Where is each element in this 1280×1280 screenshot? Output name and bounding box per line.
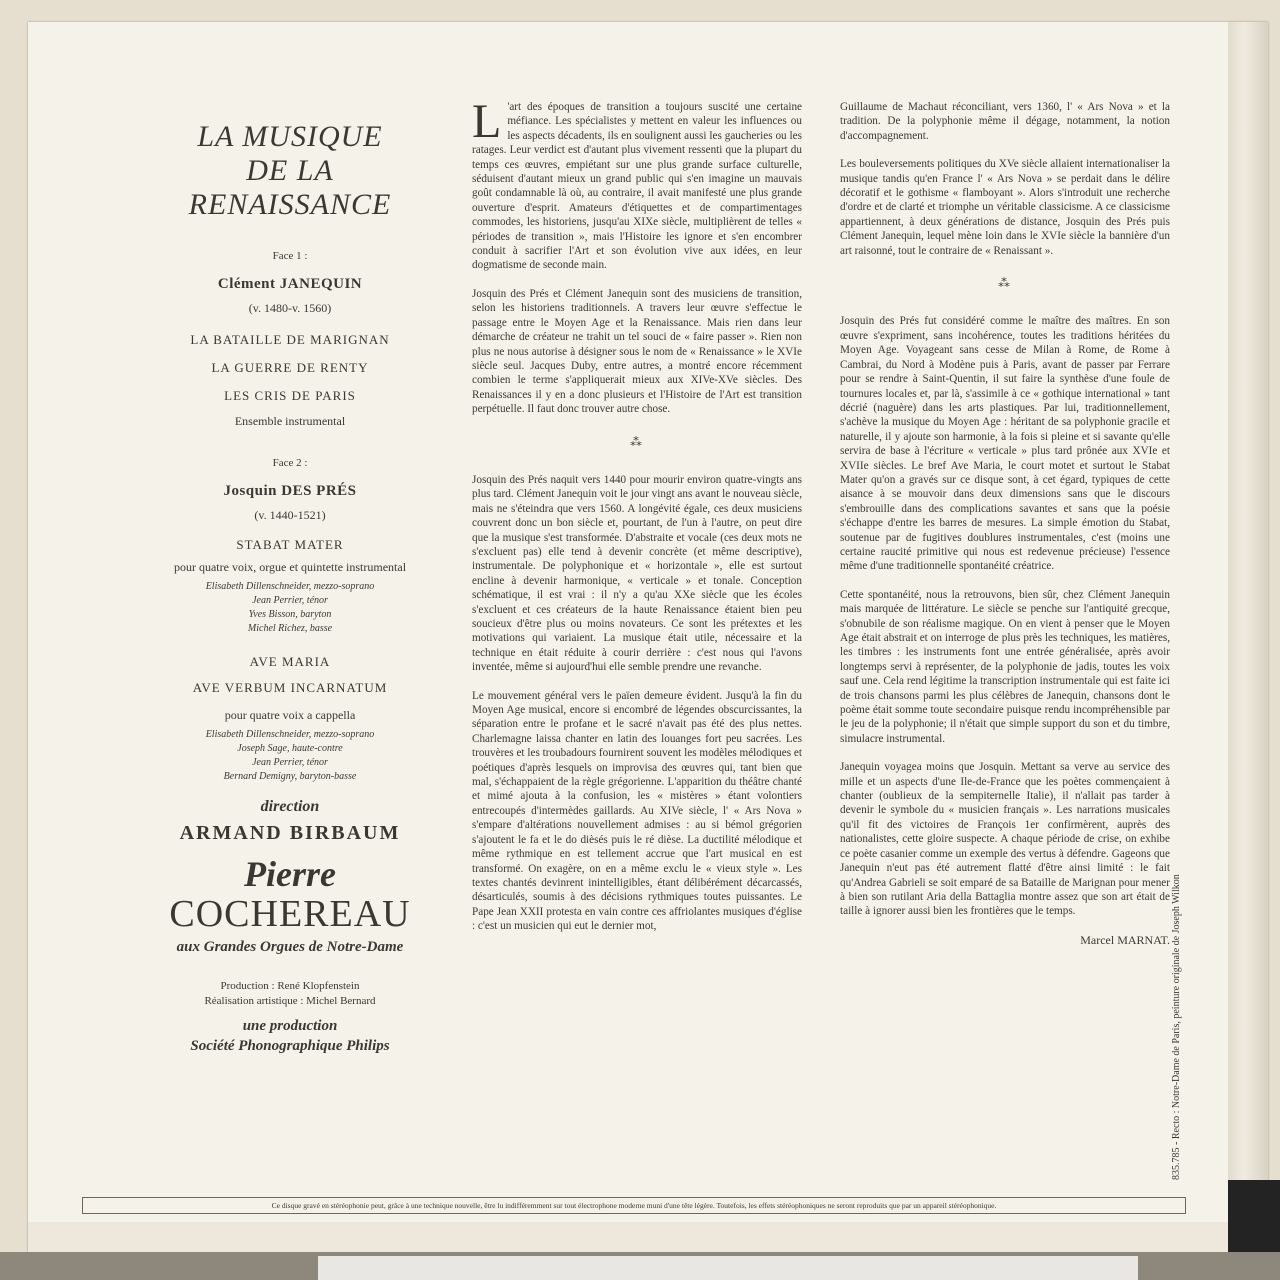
- credits-column: [130, 120, 450, 1055]
- work-scoring: pour quatre voix, orgue et quintette instrumental: [173, 560, 407, 574]
- conductor-name: ARMAND BIRBAUM: [179, 822, 401, 844]
- work-title: STABAT MATER: [236, 537, 344, 552]
- paragraph: Cette spontanéité, nous la retrouvons, bien sûr, chez Clément Janequin mais marquée de littérature. Le siècle se penche sur l'antiquité grecque, s'obnubile de son réalisme magique. On en vient à penser que le Moyen Age était abstrait et on interroge de plus près les techniques, les matières, les timbres : les instruments font une entrée généralisée, après avoir longtemps servi à représenter, de la polyphonie de jadis, toutes les voix sauf une. Cela rend légitime la transcription instrumentale qui est faite ici de trois chansons parmi les plus célèbres de Janequin, chansons dont le poème était somme toute secondaire puisque rendu incompréhensible par le jeu de la polyphonie; il n'était que simple support du son et du timbre, simulacre instrumental.: [840, 588, 1170, 745]
- face-2-label: Face 2 :: [272, 457, 308, 469]
- work-scoring: pour quatre voix a cappella: [224, 708, 356, 722]
- catalog-credit: 835.785 - Recto : Notre-Dame de Paris, peinture originale de Joseph Wilkon: [1171, 874, 1182, 1180]
- paragraph: L 'art des époques de transition a toujours suscité une certaine méfiance. Les spécialistes y mettent en valeur les influences ou les aspects décadents, ils en soulignent aussi les gaucheries ou les ratages. Leur verdict est d'autant plus vivement ressenti que la plupart du temps ces œuvres, empiétant sur une plus grande surface culturelle, séduisent d'autant mieux un grand public qui s'en imagine un mauvais goût condamnable là où, au contraire, il avait manifesté une plus grande ouverture d'esprit. Amateurs d'étiquettes et de compartimentages commodes, les historiens, jusqu'au XIXe siècle, multiplièrent de telles « périodes de transition », mais l'Histoire les ignore et s'en encombrer conduit à sacrifier l'Art et son évolution vive aux idées, en leur dogmatisme de seconde main.: [472, 95, 802, 272]
- paragraph: Les bouleversements politiques du XVe siècle allaient internationaliser la musique tandis qu'en France l' « Ars Nova » se perdait dans le délire décoratif et le gothisme « flamboyant ». Alors s'introduit une recherche d'ordre et de clarté et triomphe un véritable classicisme. A ce classicisme appartiennent, à deux générations de distance, Josquin des Prés puis Clément Janequin, lequel mène loin dans le XVIe siècle la bannière d'un art raisonné, tout le contraire de « Renaissant ».: [840, 158, 1170, 257]
- paragraph: Guillaume de Machaut réconciliant, vers 1360, l' « Ars Nova » et la tradition. De la polyphonie même il dégage, notamment, la notion d'accompagnement.: [840, 101, 1170, 142]
- paragraph: Josquin des Prés fut considéré comme le maître des maîtres. En son œuvre s'expriment, sans incohérence, toutes les traditions héritées du Moyen Age. Voyageant sans cesse de Milan à Rome, de Rome à Cambrai, du Nord à Modène puis à Paris, avant de passer par Ferrare pour se rendre à Saint-Quentin, il sut faire la synthèse d'une foule de tournures locales et, par là, s'assimile à ce « gothique international » tant décrié (naguère) dans les arts plastiques. Par lui, traditionnellement, s'achève la musique du Moyen Age : héritant de sa polyphonie gracile et naturelle, il y ajoute son harmonie, à la fois si pleine et si savante qu'elle servira de base à l'écriture « verticale » plus tard prônée aux XVIe et XVIIe siècles. Le bref Ave Maria, le court motet et surtout le Stabat Mater qu'on a gravés sur ce disque sont, à cet égard, typiques de cette aisance à se mouvoir dans deux dimensions sans que le discours s'embrouille dans des complications savantes et sans que la poésie s'échappe d'entre les barres de mesures. La simple émotion du Stabat, soutenue par de fugitives doublures instrumentales, c'est (moins une certaine raucité primitive qui nous est redevenue précieuse) l'essence même d'une traditionnelle spontanéité créatrice.: [840, 315, 1170, 573]
- organ-location: aux Grandes Orgues de Notre-Dame: [176, 939, 404, 955]
- performer: Elisabeth Dillenschneider, mezzo-soprano: [205, 581, 375, 592]
- work-title: LA BATAILLE DE MARIGNAN: [190, 332, 390, 347]
- liner-notes-column-2: [840, 100, 1170, 947]
- work-title: LES CRIS DE PARIS: [224, 388, 356, 403]
- performer-list: [130, 581, 450, 634]
- work-title: LA GUERRE DE RENTY: [211, 360, 369, 375]
- title-line: DE LA: [246, 154, 334, 187]
- production-credit: Production : René Klopfenstein: [220, 980, 360, 992]
- album-title: [130, 120, 450, 222]
- performer: Elisabeth Dillenschneider, mezzo-soprano: [205, 729, 375, 740]
- spine-shadow: [1228, 1180, 1280, 1252]
- face-1-label: Face 1 :: [272, 250, 308, 262]
- title-line: LA MUSIQUE: [197, 120, 383, 153]
- work-title: AVE MARIA: [249, 654, 331, 669]
- producer-line: une production: [242, 1018, 338, 1034]
- performer: Jean Perrier, ténor: [252, 757, 328, 768]
- composer-janequin: Clément JANEQUIN: [217, 276, 363, 292]
- work-title: AVE VERBUM INCARNATUM: [192, 680, 388, 695]
- drop-cap: L: [472, 95, 502, 148]
- composer-dates: (v. 1480-v. 1560): [248, 301, 332, 315]
- stereo-notice: Ce disque gravé en stéréophonie peut, grâce à une technique nouvelle, être lu indifféremment sur tout électrophone moderne muni d'une tête légère. Toutefois, les effets stéréophoniques ne seront reproduits que par un appareil stéréophonique.: [82, 1197, 1186, 1214]
- paragraph: Le mouvement général vers le païen demeure évident. Jusqu'à la fin du Moyen Age musical, encore si encombré de légendes obscurcissantes, la séparation entre le profane et le sacré n'avait pas été des plus nettes. Charlemagne laissa chanter en latin des louanges fort peu sacrées. Les trouvères et les troubadours fournirent souvent les modèles mélodiques et poétiques d'après lesquels on improvisa des œuvres qui, tant bien que mal, s'échappaient de la règle grégorienne. L'apparition du théâtre chanté et mimé ajouta à la confusion, les « mistères » étant volontiers entrecoupés d'intermèdes gaillards. Au XIVe siècle, l' « Ars Nova » s'empare d'altérations nouvellement admises : au si bémol grégorien s'ajoutent le fa et le do dièsés puis le ré dièse. La ductilité mélodique et même rythmique en est tellement accrue que l'art musical en est transformé. On exagère, on en a même exclu le « vieux style ». Les textes chantés devinrent inintelligibles, étant délibérément décarcassés, désarticulés, soumis à des décisions rythmiques toutes puissantes. Le Pape Jean XXII protesta en vain contre ces affriolantes musiques d'église : c'est un musicien qui eut le dernier mot,: [472, 689, 802, 933]
- performer: Yves Bisson, baryton: [248, 609, 332, 620]
- composer-dates: (v. 1440-1521): [254, 508, 326, 522]
- paragraph: Janequin voyagea moins que Josquin. Mettant sa verve au service des mille et un aspects d'une Ile-de-France que les poètes commençaient à chanter (oublieux de la sempiternelle Italie), il n'allait pas tarder à devenir le symbole du « musicien français ». Les narrations musicales qu'il fit des victoires de François 1er confirmèrent, auprès des nationalistes, cette gloire suspecte. A chaque période de crise, on exhibe ce poète casanier comme un exemple des vertus à défendre. Gageons que Janequin n'eut pas été autrement flatté d'être ainsi limité : le fait qu'Andrea Gabrieli se soit emparé de sa Bataille de Marignan pour mener à bien son rutilant Aria della Battaglia montre assez que son art était de taille à ignorer aussi bien les frontières que le temps.: [840, 761, 1170, 918]
- performer: Joseph Sage, haute-contre: [237, 743, 343, 754]
- performer: Michel Richez, basse: [247, 623, 333, 634]
- author-signature: Marcel MARNAT.: [1080, 932, 1170, 947]
- artistic-credit: Réalisation artistique : Michel Bernard: [204, 995, 376, 1007]
- composer-des-pres: Josquin DES PRÉS: [223, 483, 357, 499]
- organist-first-name: Pierre: [244, 854, 336, 894]
- title-line: RENAISSANCE: [188, 188, 392, 221]
- liner-notes-column-1: [472, 95, 802, 948]
- section-divider: ⁂: [630, 434, 644, 449]
- paragraph: Josquin des Prés et Clément Janequin sont des musiciens de transition, selon les historiens traditionnels. A travers leur œuvre s'effectue le passage entre le Moyen Age et la Renaissance. Mais rien dans leur démarche de créateur ne trahit un tel souci de « faire passer ». Rien non plus ne nous autorise à désigner sous le nom de « Renaissance » le XVIe siècle seul. Jacques Duby, entre autres, a montré encore récemment combien le terme s'appliquerait mieux aux XIVe-XVe siècles. Des Renaissances il y en a donc plusieurs et l'Histoire de l'Art est transition perpétuelle. Il faut donc trouver autre chose.: [472, 287, 802, 416]
- performer: Bernard Demigny, baryton-basse: [223, 771, 357, 782]
- direction-label: direction: [260, 798, 320, 815]
- organist-last-name: COCHEREAU: [169, 893, 411, 935]
- performer-list: [130, 729, 450, 782]
- section-divider: ⁂: [998, 276, 1012, 291]
- producer-company: Société Phonographique Philips: [190, 1038, 390, 1054]
- tape-strip: [318, 1256, 1138, 1280]
- sleeve-spine: [1228, 22, 1268, 1252]
- performer: Jean Perrier, ténor: [252, 595, 328, 606]
- ensemble-label: Ensemble instrumental: [234, 414, 346, 428]
- paragraph: Josquin des Prés naquit vers 1440 pour mourir environ quatre-vingts ans plus tard. Clément Janequin voit le jour vingt ans avant le nouveau siècle, mais ne s'éteindra que vers 1560. A longévité égale, ces deux musiciens couvrent donc un bon siècle et, pourtant, de l'un à l'autre, on peut dire que la musique s'est transformée. D'abstraite et vocale (ces deux mots ne s'excluent pas) elle tend à devenir concrète (et même descriptive), instrumentale. De polyphonique et « horizontale », elle est surtout encline à devenir harmonique, « verticale » et tonale. Conception schématique, il est vrai : il n'y a qu'au XXe siècle que les écoles s'excluent et ces créateurs de la haute Renaissance étaient bien peu soucieux d'être plus ou moins novateurs. Ce sont les prétextes et les motivations qui variaient. La musique était utile, nécessaire et la technique en était réduite à courir derrière : c'est nous qui l'avons inventée, même si aujourd'hui elle semble prendre une revanche.: [472, 473, 802, 674]
